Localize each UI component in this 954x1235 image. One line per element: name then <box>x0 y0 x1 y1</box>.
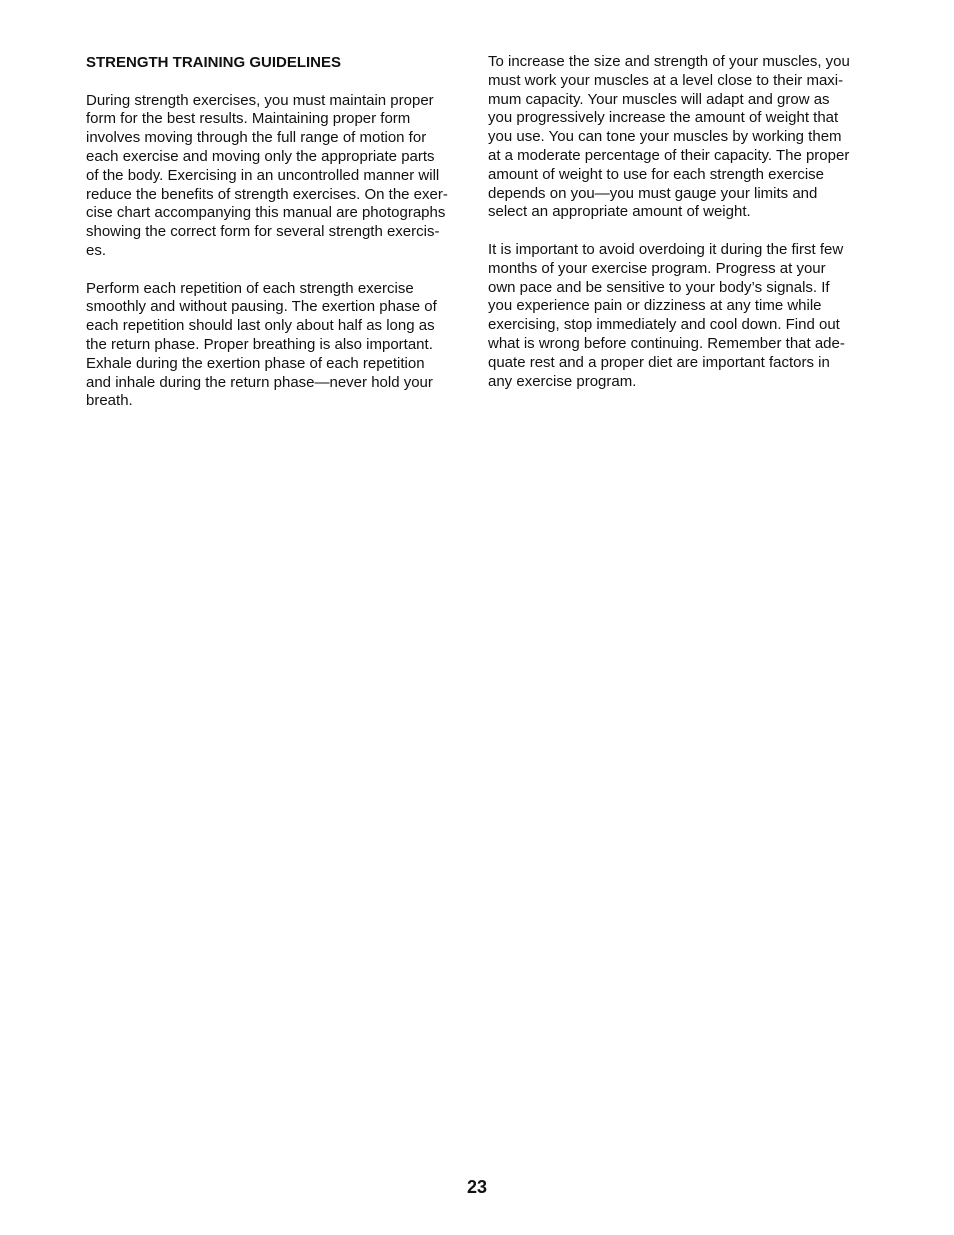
text-line: exercising, stop immediately and cool down. Find out <box>488 316 840 334</box>
left-column <box>86 53 470 411</box>
text-line: es. <box>86 241 107 259</box>
paragraph-proper-form <box>86 92 470 261</box>
text-line: mum capacity. Your muscles will adapt and grow as <box>488 90 830 108</box>
text-line: you experience pain or dizziness at any time while <box>488 297 822 315</box>
text-line: you progressively increase the amount of weight that <box>488 109 839 127</box>
text-line: own pace and be sensitive to your body’s signals. If <box>488 278 830 296</box>
text-line: breath. <box>86 392 133 410</box>
text-line: involves moving through the full range of motion for <box>86 129 427 147</box>
text-line: amount of weight to use for each strength exercise <box>488 165 825 183</box>
paragraph-muscle-size <box>488 53 872 222</box>
page-number: 23 <box>466 1177 488 1197</box>
text-line: each exercise and moving only the appropriate parts <box>86 147 435 165</box>
text-line: form for the best results. Maintaining proper form <box>86 110 411 128</box>
text-line: must work your muscles at a level close to their maxi- <box>488 71 844 89</box>
text-line: reduce the benefits of strength exercises. On the exer- <box>86 185 448 203</box>
text-line: each repetition should last only about half as long as <box>86 317 435 335</box>
spacer <box>86 261 470 280</box>
right-column <box>488 53 872 391</box>
text-line: you use. You can tone your muscles by working them <box>488 128 842 146</box>
text-line: It is important to avoid overdoing it during the first few <box>488 240 844 258</box>
text-line: select an appropriate amount of weight. <box>488 203 751 221</box>
text-line: months of your exercise program. Progress at your <box>488 259 826 277</box>
text-line: the return phase. Proper breathing is also important. <box>86 335 433 353</box>
text-line: at a moderate percentage of their capacity. The proper <box>488 146 850 164</box>
text-line: smoothly and without pausing. The exertion phase of <box>86 298 437 316</box>
text-line: cise chart accompanying this manual are photographs <box>86 204 446 222</box>
text-line: depends on you—you must gauge your limits and <box>488 184 818 202</box>
text-line: To increase the size and strength of your muscles, you <box>488 53 850 70</box>
text-line: of the body. Exercising in an uncontrolled manner will <box>86 166 440 184</box>
text-line: any exercise program. <box>488 372 637 390</box>
text-line: showing the correct form for several strength exercis- <box>86 223 440 241</box>
text-line: Perform each repetition of each strength exercise <box>86 279 414 297</box>
text-line: During strength exercises, you must maintain proper <box>86 91 434 109</box>
spacer <box>488 222 872 241</box>
text-line: what is wrong before continuing. Remember that ade- <box>488 334 845 352</box>
text-line: Exhale during the exertion phase of each repetition <box>86 354 425 372</box>
section-heading: STRENGTH TRAINING GUIDELINES <box>86 54 342 71</box>
paragraph-repetition <box>86 280 470 412</box>
text-line: quate rest and a proper diet are important factors in <box>488 353 830 371</box>
spacer <box>86 73 470 92</box>
paragraph-avoid-overdoing <box>488 241 872 391</box>
text-line: and inhale during the return phase—never hold your <box>86 373 433 391</box>
